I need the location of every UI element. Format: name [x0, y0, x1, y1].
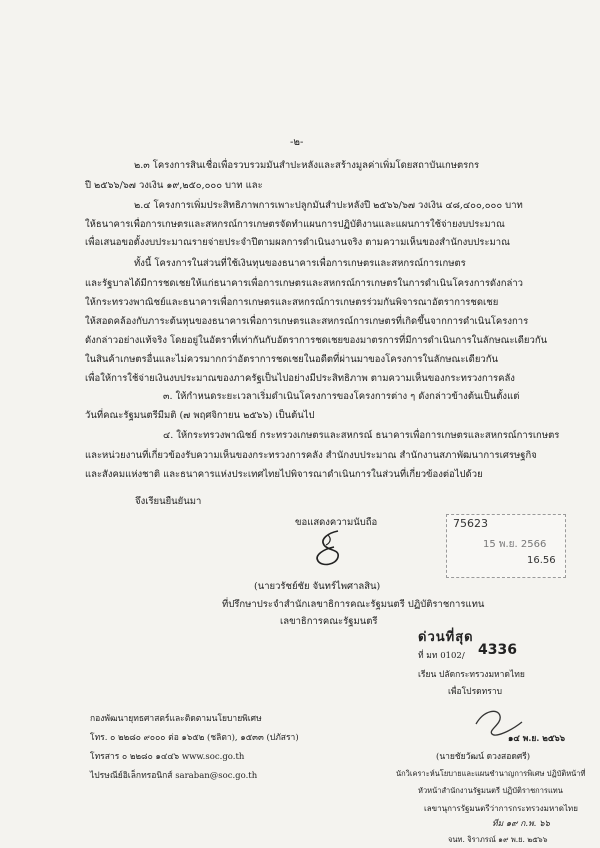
- funding-line2: และรัฐบาลได้มีการชดเชยให้แก่ธนาคารเพื่อการเกษตรและสหกรณ์การเกษตรในการดำเนินโครงการดังกล่าว: [85, 278, 523, 289]
- endorsement-footnote: จนท. จิราภรณ์ ๑๙ พ.ย. ๒๕๖๖: [448, 835, 548, 844]
- urgent-purpose: เพื่อโปรดทราบ: [448, 687, 502, 697]
- signature-mark: [300, 525, 360, 575]
- urgent-to: เรียน ปลัดกระทรวงมหาดไทย: [418, 670, 525, 680]
- item-4-line2: และหน่วยงานที่เกี่ยวข้องรับความเห็นของกระทรวงการคลัง สำนักงบประมาณ สำนักงานสภาพัฒนาการเศรษฐกิจ: [85, 450, 537, 461]
- endorsement-date: ๑๔ พ.ย. ๒๕๖๖: [508, 734, 566, 744]
- funding-line4: ให้สอดคล้องกับภาระต้นทุนของธนาคารเพื่อการเกษตรและสหกรณ์การเกษตรที่เกิดขึ้นจากการดำเนินโครงการ: [85, 316, 529, 327]
- signer-title-1: ที่ปรึกษาประจำสำนักเลขาธิการคณะรัฐมนตรี ปฏิบัติราชการแทน: [222, 599, 485, 610]
- funding-line7: เพื่อให้การใช้จ่ายเงินงบประมาณของภาครัฐเป็นไปอย่างมีประสิทธิภาพ ตามความเห็นของกระทรวงการคลัง: [85, 373, 515, 384]
- item-3-line2: วันที่คณะรัฐมนตรีมีมติ (๗ พฤศจิกายน ๒๕๖๖) เป็นต้นไป: [85, 410, 315, 421]
- receipt-number: 75623: [453, 517, 488, 530]
- regards-text: ขอแสดงความนับถือ: [295, 517, 378, 528]
- item-2-4-line2: ให้ธนาคารเพื่อการเกษตรและสหกรณ์การเกษตรจัดทำแผนการปฏิบัติงานและแผนการใช้จ่ายงบประมาณ: [85, 219, 505, 230]
- funding-line3: ให้กระทรวงพาณิชย์และธนาคารเพื่อการเกษตรและสหกรณ์การเกษตรร่วมกันพิจารณาอัตราการชดเชย: [85, 297, 499, 308]
- handwritten-date: ทีม ๑๙ ก.พ. ๖๖: [492, 819, 550, 829]
- item-4-line3: และสังคมแห่งชาติ และธนาคารแห่งประเทศไทยไปพิจารณาดำเนินการในส่วนที่เกี่ยวข้องต่อไปด้วย: [85, 469, 483, 480]
- receipt-time: 16.56: [527, 555, 556, 566]
- page-number: -๒-: [290, 137, 304, 148]
- endorsement-title-1: นักวิเคราะห์นโยบายและแผนชำนาญการพิเศษ ปฏิบัติหน้าที่: [396, 769, 586, 778]
- funding-line6: ในสินค้าเกษตรอื่นและไม่ควรมากกว่าอัตราการชดเชยในอดีตที่ผ่านมาของโครงการในลักษณะเดียวกัน: [85, 354, 498, 365]
- sender-phone: โทร. ๐ ๒๒๘๐ ๙๐๐๐ ต่อ ๑๖๕๒ (ชลิตา), ๑๕๓๓ (ปภัสรา): [90, 733, 299, 743]
- receipt-stamp: [446, 514, 566, 578]
- urgent-label: ด่วนที่สุด: [418, 630, 474, 645]
- item-2-4-line1: ๒.๔ โครงการเพิ่มประสิทธิภาพการเพาะปลูกมันสำปะหลังปี ๒๕๖๖/๖๗ วงเงิน ๔๘,๔๐๐,๐๐๐ บาท: [134, 200, 523, 211]
- item-3-line1: ๓. ให้กำหนดระยะเวลาเริ่มดำเนินโครงการของโครงการต่าง ๆ ดังกล่าวข้างต้นเป็นตั้งแต่: [163, 391, 520, 402]
- endorsement-title-2: หัวหน้าสำนักงานรัฐมนตรี ปฏิบัติราชการแทน: [418, 786, 563, 795]
- funding-line5: ดังกล่าวอย่างแท้จริง โดยอยู่ในอัตราที่เท่ากันกับอัตราการชดเชยของมาตรการที่มีการดำเนินการในลักษณะเดียวกัน: [85, 335, 548, 346]
- item-2-4-line3: เพื่อเสนอขอตั้งงบประมาณรายจ่ายประจำปีตามผลการดำเนินงานจริง ตามความเห็นของสำนักงบประมาณ: [85, 237, 510, 248]
- closing-text: จึงเรียนยืนยันมา: [135, 496, 202, 507]
- item-4-line1: ๔. ให้กระทรวงพาณิชย์ กระทรวงเกษตรและสหกรณ์ ธนาคารเพื่อการเกษตรและสหกรณ์การเกษตร: [163, 430, 560, 441]
- urgent-ref-number: 4336: [478, 642, 517, 658]
- signer-title-2: เลขาธิการคณะรัฐมนตรี: [280, 616, 378, 627]
- endorsement-title-3: เลขานุการรัฐมนตรีว่าการกระทรวงมหาดไทย: [424, 804, 578, 813]
- receipt-date: 15 พ.ย. 2566: [483, 539, 547, 550]
- sender-email: ไปรษณีย์อิเล็กทรอนิกส์ saraban@soc.go.th: [90, 771, 258, 781]
- item-2-3-line1: ๒.๓ โครงการสินเชื่อเพื่อรวบรวมมันสำปะหลังและสร้างมูลค่าเพิ่มโดยสถาบันเกษตรกร: [134, 160, 480, 171]
- signer-name: (นายวรัชย์ชัย จันทร์ไพศาลสิน): [254, 581, 381, 592]
- sender-office: กองพัฒนายุทธศาสตร์และติดตามนโยบายพิเศษ: [90, 714, 262, 724]
- funding-line1: ทั้งนี้ โครงการในส่วนที่ใช้เงินทุนของธนาคารเพื่อการเกษตรและสหกรณ์การเกษตร: [134, 258, 466, 269]
- sender-fax: โทรสาร ๐ ๒๒๘๐ ๑๔๔๖ www.soc.go.th: [90, 752, 245, 762]
- endorsement-name: (นายชัยวัฒน์ ดวงสอดศรี): [436, 752, 531, 762]
- urgent-ref: ที่ มท 0102/: [418, 651, 465, 661]
- item-2-3-line2: ปี ๒๕๖๖/๖๗ วงเงิน ๑๙,๒๕๐,๐๐๐ บาท และ: [85, 180, 263, 191]
